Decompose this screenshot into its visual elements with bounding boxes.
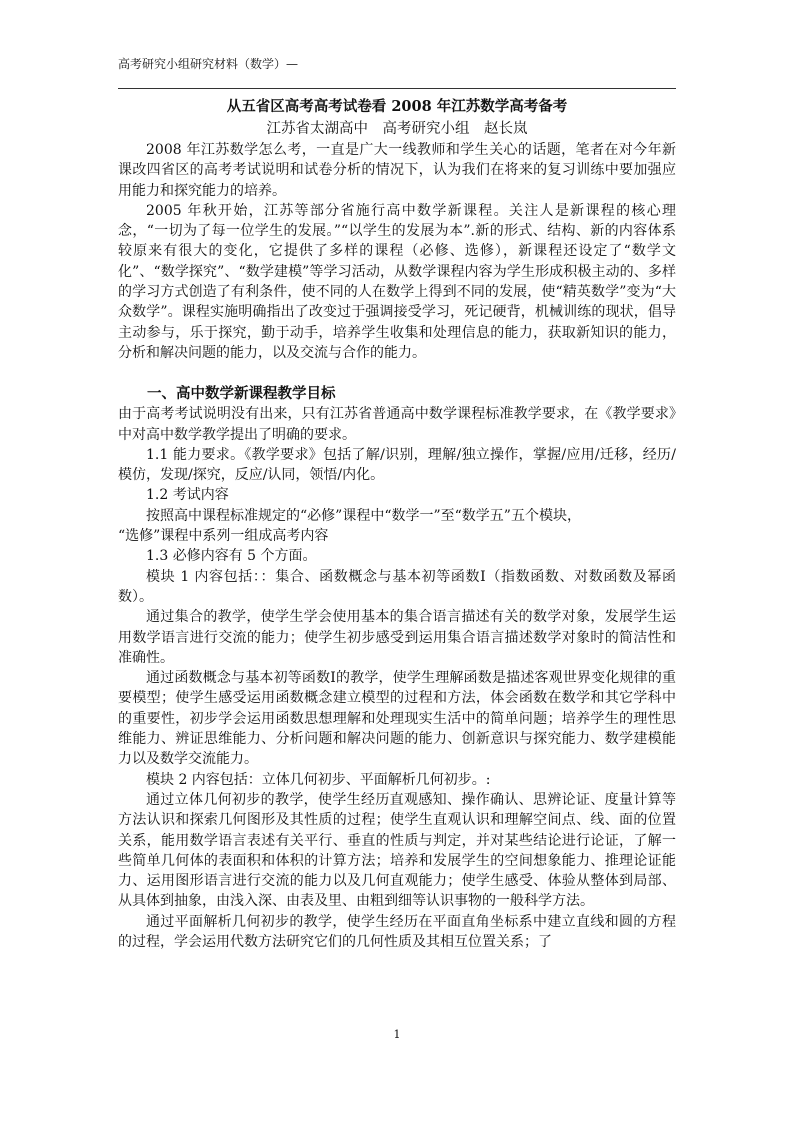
section-lead: 由于高考考试说明没有出来，只有江苏省普通高中数学课程标准教学要求，在《教学要求》中对高中数学教学提出了明确的要求。	[118, 406, 676, 443]
paragraph: 1.1 能力要求。《教学要求》包括了解/识别，理解/独立操作，掌握/应用/迁移，经历/模仿，发现/探究，反应/认同，领悟/内化。	[118, 446, 676, 484]
intro-paragraph: 2005 年秋开始，江苏等部分省施行高中数学新课程。关注人是新课程的核心理念，“一切为了每一位学生的发展。”“以学生的发展为本”.新的形式、结构、新的内容体系较原来有很大的变化，它提供了多样的课程（必修、选修），新课程还设定了“数学文化”、“数学探究”、“数学建模”等学习活动，从数学课程内容为学生形成积极主动的、多样的学习方式创造了有利条件，使不同的人在数学上得到不同的发展，使“精英数学”变为“大众数学”。课程实施明确指出了改变过于强调接受学习，死记硬背，机械训练的现状，倡导主动参与，乐于探究，勤于动手，培养学生收集和处理信息的能力，获取新知识的能力，分析和解决问题的能力，以及交流与合作的能力。	[118, 202, 676, 361]
document-body	[118, 96, 676, 952]
running-header: 高考研究小组研究材料（数学）—	[118, 57, 299, 71]
subheading: 1.2 考试内容	[146, 487, 229, 504]
spacer	[118, 363, 676, 383]
paragraph: 通过函数概念与基本初等函数Ⅰ的教学，使学生理解函数是描述客观世界变化规律的重要模型；使学生感受运用函数概念建立模型的过程和方法，体会函数在数学和其它学科中的重要性，初步学会运用函数思想理解和处理现实生活中的简单问题；培养学生的理性思维能力、辨证思维能力、分析问题和解决问题的能力、创新意识与探究能力、数学建模能力以及数学交流能力。	[118, 670, 676, 768]
paragraph: 通过平面解析几何初步的教学，使学生经历在平面直角坐标系中建立直线和圆的方程的过程，学会运用代数方法研究它们的几何性质及其相互位置关系；了	[118, 913, 676, 950]
paragraph: 按照高中课程标准规定的“必修”课程中“数学一”至“数学五”五个模块，	[146, 507, 581, 524]
intro-paragraph: 2008 年江苏数学怎么考，一直是广大一线教师和学生关心的话题，笔者在对今年新课改四省区的高考考试说明和试卷分析的情况下，认为我们在将来的复习训练中要加强应用能力和探究能力的培养。	[118, 142, 676, 199]
paragraph: 模块 1 内容包括：：集合、函数概念与基本初等函数Ⅰ（指数函数、对数函数及幂函数）。	[118, 568, 676, 605]
page-number: 1	[393, 1028, 401, 1041]
paragraph-continuation: “选修”课程中系列一组成高考内容	[118, 528, 329, 545]
author-line: 江苏省太湖高中 高考研究小组 赵长岚	[266, 121, 528, 137]
paragraph: 通过集合的教学，使学生学会使用基本的集合语言描述有关的数学对象，发展学生运用数学语言进行交流的能力；使学生初步感受到运用集合语言描述数学对象时的简洁性和准确性。	[118, 609, 676, 666]
subheading: 1.3 必修内容有 5 个方面。	[146, 548, 317, 565]
header-divider	[118, 88, 676, 89]
document-title: 从五省区高考高考试卷看 2008 年江苏数学高考备考	[226, 98, 568, 115]
paragraph: 模块 2 内容包括：立体几何初步、平面解析几何初步。:	[146, 771, 491, 788]
paragraph: 通过立体几何初步的教学，使学生经历直观感知、操作确认、思辨论证、度量计算等方法认识和探索几何图形及其性质的过程；使学生直观认识和理解空间点、线、面的位置关系，能用数学语言表述有关平行、垂直的性质与判定，并对某些结论进行论证，了解一些简单几何体的表面积和体积的计算方法；培养和发展学生的空间想象能力、推理论证能力、运用图形语言进行交流的能力以及几何直观能力；使学生感受、体验从整体到局部、从具体到抽象，由浅入深、由表及里、由粗到细等认识事物的一般科学方法。	[118, 791, 676, 910]
section-heading: 一、高中数学新课程教学目标	[147, 385, 336, 403]
